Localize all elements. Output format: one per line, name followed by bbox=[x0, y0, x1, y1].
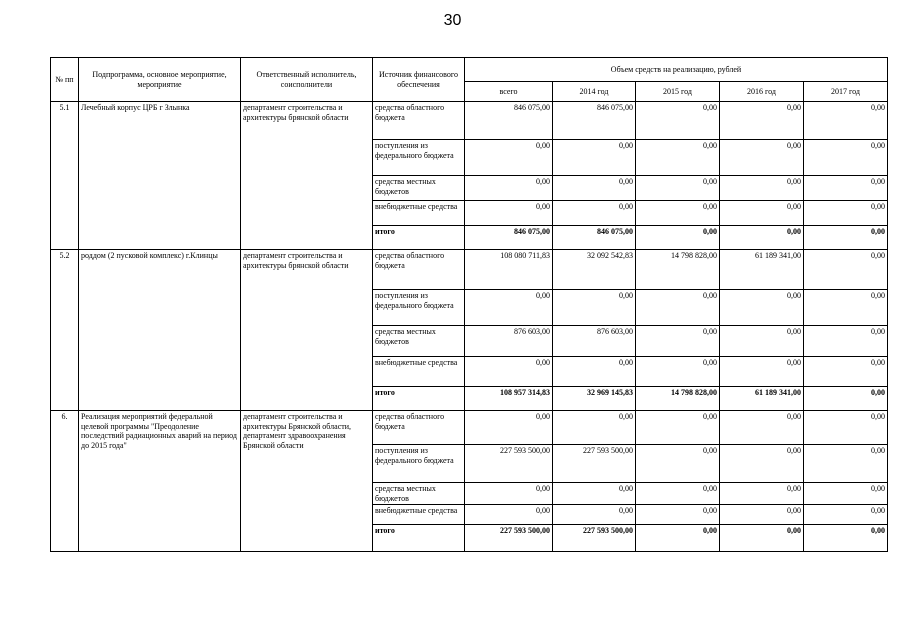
amount-y2015: 0,00 bbox=[636, 357, 720, 387]
funding-source: внебюджетные средства bbox=[373, 505, 465, 525]
amount-total: 0,00 bbox=[465, 505, 553, 525]
amount-y2017: 0,00 bbox=[804, 326, 888, 357]
amount-y2017: 0,00 bbox=[804, 387, 888, 411]
amount-y2017: 0,00 bbox=[804, 505, 888, 525]
row-number: 5.2 bbox=[51, 250, 79, 411]
amount-y2016: 61 189 341,00 bbox=[720, 250, 804, 290]
header-2016: 2016 год bbox=[720, 82, 804, 102]
funding-source: итого bbox=[373, 387, 465, 411]
header-2017: 2017 год bbox=[804, 82, 888, 102]
funding-source: итого bbox=[373, 226, 465, 250]
amount-y2015: 0,00 bbox=[636, 226, 720, 250]
funding-source: внебюджетные средства bbox=[373, 357, 465, 387]
funding-source: внебюджетные средства bbox=[373, 201, 465, 226]
amount-y2014: 32 092 542,83 bbox=[553, 250, 636, 290]
amount-y2017: 0,00 bbox=[804, 201, 888, 226]
amount-y2015: 0,00 bbox=[636, 411, 720, 445]
executor: департамент строительства и архитектуры Брянской области, департамент здравоохранения Брянской области bbox=[241, 411, 373, 552]
amount-y2014: 0,00 bbox=[553, 483, 636, 505]
budget-table bbox=[50, 57, 888, 552]
funding-source: средства областного бюджета bbox=[373, 102, 465, 140]
amount-y2015: 0,00 bbox=[636, 483, 720, 505]
header-num: № пп bbox=[51, 58, 79, 102]
amount-y2015: 0,00 bbox=[636, 102, 720, 140]
amount-y2017: 0,00 bbox=[804, 411, 888, 445]
funding-source: средства местных бюджетов bbox=[373, 483, 465, 505]
header-total: всего bbox=[465, 82, 553, 102]
amount-y2017: 0,00 bbox=[804, 445, 888, 483]
program-name: Реализация мероприятий федеральной целевой программы "Преодоление последствий радиационных аварий на период до 2015 года" bbox=[79, 411, 241, 552]
amount-total: 108 957 314,83 bbox=[465, 387, 553, 411]
program-name: роддом (2 пусковой комплекс) г.Клинцы bbox=[79, 250, 241, 411]
amount-total: 0,00 bbox=[465, 140, 553, 176]
header-source: Источник финансового обеспечения bbox=[373, 58, 465, 102]
executor: департамент строительства и архитектуры брянской области bbox=[241, 250, 373, 411]
amount-y2015: 14 798 828,00 bbox=[636, 250, 720, 290]
amount-y2017: 0,00 bbox=[804, 290, 888, 326]
amount-y2014: 846 075,00 bbox=[553, 226, 636, 250]
amount-y2016: 0,00 bbox=[720, 483, 804, 505]
amount-y2017: 0,00 bbox=[804, 176, 888, 201]
page-number: 30 bbox=[443, 12, 462, 29]
amount-y2014: 227 593 500,00 bbox=[553, 525, 636, 552]
amount-y2015: 0,00 bbox=[636, 505, 720, 525]
amount-y2014: 0,00 bbox=[553, 140, 636, 176]
funding-source: поступления из федерального бюджета bbox=[373, 445, 465, 483]
amount-total: 227 593 500,00 bbox=[465, 525, 553, 552]
header-volume: Объем средств на реализацию, рублей bbox=[465, 58, 888, 82]
amount-y2016: 0,00 bbox=[720, 102, 804, 140]
amount-y2016: 0,00 bbox=[720, 290, 804, 326]
amount-y2015: 14 798 828,00 bbox=[636, 387, 720, 411]
amount-y2015: 0,00 bbox=[636, 445, 720, 483]
amount-y2016: 0,00 bbox=[720, 411, 804, 445]
funding-source: итого bbox=[373, 525, 465, 552]
table-body bbox=[51, 102, 888, 552]
amount-y2015: 0,00 bbox=[636, 201, 720, 226]
amount-y2017: 0,00 bbox=[804, 525, 888, 552]
amount-y2015: 0,00 bbox=[636, 290, 720, 326]
amount-total: 846 075,00 bbox=[465, 226, 553, 250]
amount-total: 0,00 bbox=[465, 357, 553, 387]
header-program: Подпрограмма, основное мероприятие, мероприятие bbox=[79, 58, 241, 102]
program-name: Лечебный корпус ЦРБ г Злынка bbox=[79, 102, 241, 250]
table-row bbox=[51, 411, 888, 445]
amount-y2017: 0,00 bbox=[804, 226, 888, 250]
amount-y2014: 0,00 bbox=[553, 290, 636, 326]
amount-y2016: 0,00 bbox=[720, 326, 804, 357]
amount-y2017: 0,00 bbox=[804, 483, 888, 505]
amount-y2014: 0,00 bbox=[553, 505, 636, 525]
amount-y2014: 0,00 bbox=[553, 176, 636, 201]
amount-y2014: 0,00 bbox=[553, 357, 636, 387]
header-2014: 2014 год bbox=[553, 82, 636, 102]
amount-total: 227 593 500,00 bbox=[465, 445, 553, 483]
amount-y2014: 876 603,00 bbox=[553, 326, 636, 357]
amount-y2016: 0,00 bbox=[720, 226, 804, 250]
funding-source: средства местных бюджетов bbox=[373, 326, 465, 357]
amount-y2017: 0,00 bbox=[804, 102, 888, 140]
funding-source: поступления из федерального бюджета bbox=[373, 290, 465, 326]
header-2015: 2015 год bbox=[636, 82, 720, 102]
amount-y2017: 0,00 bbox=[804, 250, 888, 290]
table-row bbox=[51, 250, 888, 290]
amount-y2016: 61 189 341,00 bbox=[720, 387, 804, 411]
amount-total: 108 080 711,83 bbox=[465, 250, 553, 290]
executor: департамент строительства и архитектуры брянской области bbox=[241, 102, 373, 250]
header-executor: Ответственный исполнитель, соисполнители bbox=[241, 58, 373, 102]
amount-y2016: 0,00 bbox=[720, 140, 804, 176]
amount-total: 876 603,00 bbox=[465, 326, 553, 357]
funding-source: средства местных бюджетов bbox=[373, 176, 465, 201]
amount-y2016: 0,00 bbox=[720, 357, 804, 387]
table-row bbox=[51, 102, 888, 140]
amount-y2017: 0,00 bbox=[804, 140, 888, 176]
amount-total: 0,00 bbox=[465, 290, 553, 326]
amount-y2015: 0,00 bbox=[636, 176, 720, 201]
row-number: 6. bbox=[51, 411, 79, 552]
funding-source: средства областного бюджета bbox=[373, 411, 465, 445]
amount-y2014: 0,00 bbox=[553, 201, 636, 226]
amount-total: 0,00 bbox=[465, 176, 553, 201]
amount-total: 0,00 bbox=[465, 411, 553, 445]
amount-y2016: 0,00 bbox=[720, 505, 804, 525]
amount-y2014: 32 969 145,83 bbox=[553, 387, 636, 411]
row-number: 5.1 bbox=[51, 102, 79, 250]
amount-y2015: 0,00 bbox=[636, 140, 720, 176]
amount-total: 846 075,00 bbox=[465, 102, 553, 140]
funding-source: средства областного бюджета bbox=[373, 250, 465, 290]
amount-y2016: 0,00 bbox=[720, 525, 804, 552]
amount-total: 0,00 bbox=[465, 483, 553, 505]
amount-y2015: 0,00 bbox=[636, 525, 720, 552]
amount-y2017: 0,00 bbox=[804, 357, 888, 387]
amount-y2016: 0,00 bbox=[720, 445, 804, 483]
amount-y2014: 846 075,00 bbox=[553, 102, 636, 140]
amount-total: 0,00 bbox=[465, 201, 553, 226]
amount-y2014: 227 593 500,00 bbox=[553, 445, 636, 483]
amount-y2015: 0,00 bbox=[636, 326, 720, 357]
amount-y2014: 0,00 bbox=[553, 411, 636, 445]
funding-source: поступления из федерального бюджета bbox=[373, 140, 465, 176]
amount-y2016: 0,00 bbox=[720, 201, 804, 226]
amount-y2016: 0,00 bbox=[720, 176, 804, 201]
